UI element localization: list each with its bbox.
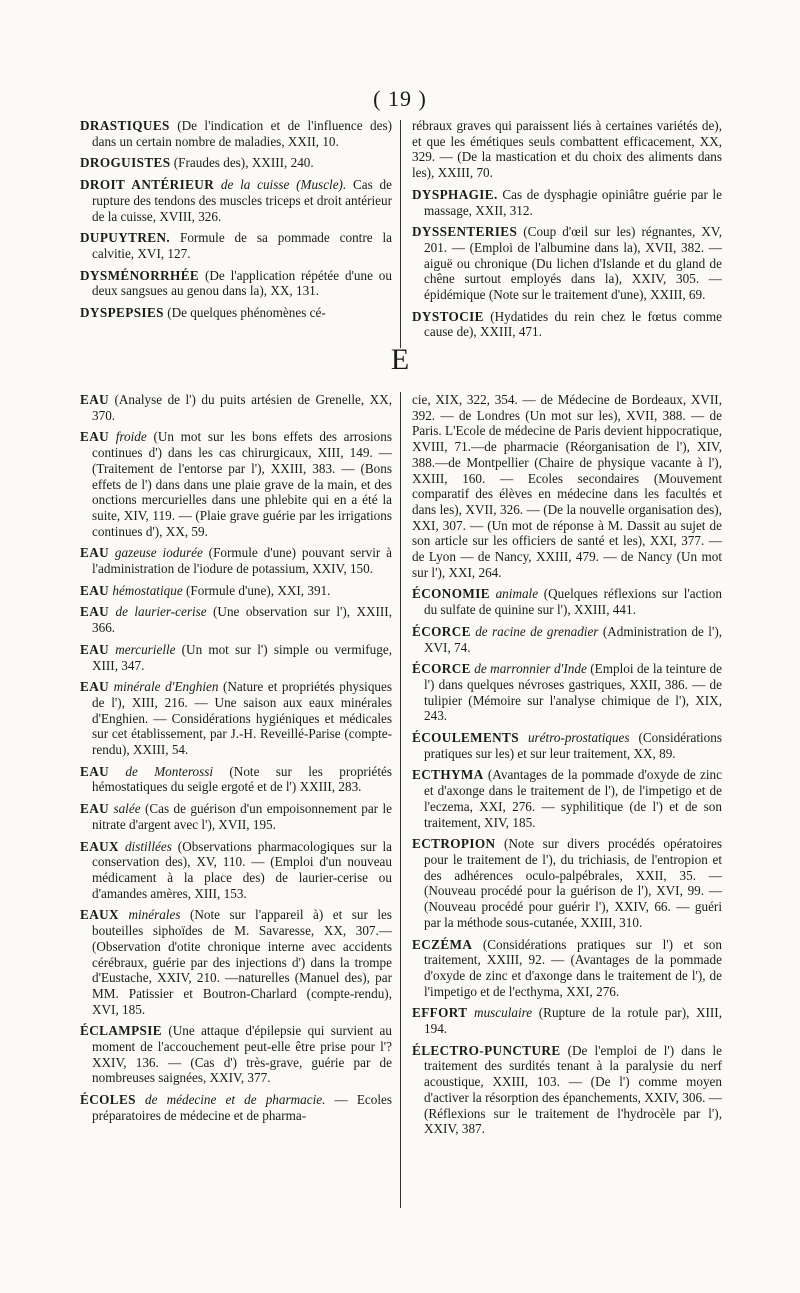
entry-headword: EFFORT [412,1005,468,1021]
entry-headword: ÉCLAMPSIE [80,1023,163,1039]
entry-text: rébraux graves qui paraissent liés à certaines variétés de), et que les émétiques seuls combattent efficacement, XX, 329. — (De la mastication et du choix des aliments dans les), XXIII, 70. [412,118,722,181]
index-entry [80,764,392,795]
entry-headword: ÉCONOMIE [412,586,490,602]
entry-text: (Hydatides du rein chez le fœtus comme cause de), XXIII, 471. [424,308,722,340]
entry-qualifier: mercurielle [109,641,176,657]
section-letter: E [390,343,410,376]
entry-qualifier: urétro-prostatiques [519,730,630,746]
index-entry [80,118,392,149]
entry-text: (Observations pharmacologiques sur la conservation des), XV, 110. — (Emploi d'un nouveau médicament à la place des) de laurier-cerise ou d'amandes amères, XIII, 153. [92,838,392,901]
index-entry [80,429,392,539]
index-entry [80,392,392,423]
entry-text: Cas de dysphagie opiniâtre guérie par le massage, XXII, 312. [424,186,722,218]
entry-headword: DRASTIQUES [80,118,170,133]
entry-headword: DYSTOCIE [412,308,484,324]
entry-text: (De l'application répétée d'une ou deux sangsues au genou dans la), XX, 131. [92,267,392,299]
entry-text: (Un mot sur l') simple ou vermifuge, XIII, 347. [92,641,392,673]
entry-text: (Formule d'une) pouvant servir à l'administration de l'iodure de potassium, XXIV, 150. [92,545,392,577]
index-entry [80,839,392,902]
entry-text: (Formule d'une), XXI, 391. [182,582,331,598]
entry-text: (Considérations pratiques sur les) et sur leur traitement, XX, 89. [424,730,723,761]
index-entry [412,309,722,340]
entry-text: Cas de rupture des tendons des muscles triceps et droit antérieur de la cuisse, XVIII, 326. [92,177,392,224]
entry-headword: DYSMÉNORRHÉE [80,267,200,283]
entry-qualifier: animale [489,586,539,602]
entry-text: (Coup d'œil sur les) régnantes, XV, 201. — (Emploi de l'albumine dans la), XVII, 382. — aiguë ou chronique (Du lichen d'Islande et du gland de chêne surtout employés dans la), XXIV, 305. — épidémique (Note sur le traitement d'une), XXIII, 69. [424,224,722,303]
entry-headword: ECTHYMA [412,767,484,783]
index-entry [80,801,392,832]
entry-qualifier: hémostatique [109,582,183,598]
entry-headword: ÉCORCE [412,623,471,639]
entry-qualifier: de la cuisse (Muscle). [214,177,347,193]
entry-headword: DYSSENTERIES [412,224,518,240]
entry-headword: EAUX [80,907,119,923]
index-entry [80,583,392,599]
entry-headword: DUPUYTREN. [80,230,171,246]
column-top-right [412,118,722,346]
column-bottom-left [80,392,392,1130]
entry-text: (Considérations pratiques sur l') et son traitement, XXIII, 92. — (Avantages de la pommade d'oxyde de zinc et d'axonge dans le traitement de l'), de l'impetigo et de l'ecthyma, XXI, 276. [424,936,722,999]
entry-headword: EAU [80,604,110,620]
index-entry [80,177,392,224]
index-entry [412,187,722,218]
entry-headword: ÉCOULEMENTS [412,730,519,746]
entry-text: (De l'indication et de l'influence des) dans un certain nombre de maladies, XXII, 10. [92,118,392,149]
index-entry [80,268,392,299]
entry-text: Formule de sa pommade contre la calvitie, XVI, 127. [92,230,392,261]
entry-text: (Quelques réflexions sur l'action du sulfate de quinine sur l'), XXIII, 441. [424,586,722,618]
column-bottom-right [412,392,722,1143]
index-entry [80,604,392,635]
index-entry [412,836,722,930]
entry-headword: DROGUISTES [80,155,171,171]
entry-headword: EAU [80,763,110,779]
entry-qualifier: distillées [118,838,172,854]
index-entry [80,230,392,261]
index-entry [412,661,722,724]
entry-text: (Une observation sur l'), XXIII, 366. [92,604,392,636]
entry-headword: EAUX [80,838,119,854]
entry-qualifier: froide [109,429,147,445]
entry-headword: EAU [80,641,110,657]
entry-text: (Emploi de la teinture de l') dans quelques névroses gastriques, XXII, 386. — de tulipier (Mémoire sur l'analyse chimique de l'), XIX, 243. [424,661,722,724]
entry-qualifier: de médecine et de pharmacie. [135,1092,326,1108]
entry-headword: ECZÉMA [412,936,473,952]
entry-qualifier: minérale d'Enghien [109,679,219,695]
entry-text: (Cas de guérison d'un empoisonnement par le nitrate d'argent avec l'), XVII, 195. [92,801,392,832]
entry-text: — Ecoles préparatoires de médecine et de pharma- [92,1092,392,1123]
entry-text: (Administration de l'), XVI, 74. [424,623,723,655]
index-entry [412,767,722,830]
entry-text: (Note sur les propriétés hémostatiques du seigle ergoté et de l') XXIII, 283. [92,763,392,795]
index-entry [412,730,722,761]
entry-headword: ECTROPION [412,836,496,852]
column-top-left [80,118,392,327]
entry-text: (Nature et propriétés physiques de l'), XIII, 216. — Une saison aux eaux minérales d'Enghien. — Considérations hygiéniques et médicales sur cet établissement, par J.-H. Reveillé-Parise (compte-rendu), XXIII, 54. [92,679,392,758]
entry-text: (Note sur l'appareil à) et sur les bouteilles siphoïdes de M. Savaresse, XX, 307.—(Observation d'otite chronique interne avec accidents cérébraux, guérie par des injections d') dans la trompe d'Eustache, XXIV, 210. —naturelles (Manuel des), par MM. Patissier et Boutron-Charlard (compte-rendu), XVI, 185. [92,907,392,1017]
index-entry [80,1092,392,1123]
index-entry [80,155,392,171]
entry-headword: EAU [80,429,110,445]
index-entry [412,937,722,1000]
entry-headword: EAU [80,545,110,561]
index-entry [412,224,722,303]
entry-headword: EAU [80,679,110,695]
entry-text: (Note sur divers procédés opératoires pour le traitement de l'), du trichiasis, de l'entropion et des adhérences oculo-palpébrales, XXII, 35. — (Nouveau procédé pour la guérison de l'), XVI, 99. — (Nouveau procédé pour guérir l'), XXIV, 66. — guéri par la méthode sous-cutanée, XXIII, 310. [424,836,722,930]
entry-headword: ÉCOLES [80,1092,136,1108]
entry-qualifier: salée [109,801,141,817]
entry-qualifier: musculaire [467,1005,533,1021]
entry-headword: ÉLECTRO-PUNCTURE [412,1042,561,1058]
entry-qualifier: de Monterossi [109,763,214,779]
entry-text: (De quelques phénomènes cé- [163,305,326,321]
entry-qualifier: de marronnier d'Inde [470,661,587,677]
entry-text: cie, XIX, 322, 354. — de Médecine de Bordeaux, XVII, 392. — de Londres (Un mot sur les), XVII, 388. — de Paris. L'Ecole de médecine de Paris devient hippocratique, XVIII, 71.—de pharmacie (Réorganisation de l'), XIV, 388.—de Montpellier (Chaire de physique vacante à l'), XXIII, 160. — Ecoles secondaires (Mouvement comparatif des élèves en médecine dans les facultés et dans les), XVII, 326. — (De la nouvelle organisation des), XXI, 307. — (Un mot de réponse à M. Dassit au sujet de son article sur les officiers de santé et les), XXI, 377. — de Lyon — de Nancy, XXIII, 479. — de Nancy (Un mot sur l'), XXI, 264. [412,392,722,580]
column-divider-bottom [400,392,401,1208]
index-entry [412,624,722,655]
entry-qualifier: minérales [118,907,181,923]
index-entry [412,1005,722,1036]
index-entry [80,305,392,321]
index-entry [412,586,722,617]
page-number: ( 19 ) [373,86,427,111]
index-entry [80,642,392,673]
entry-headword: EAU [80,801,110,817]
index-entry [80,545,392,576]
entry-text: (Analyse de l') du puits artésien de Grenelle, XX, 370. [92,392,392,423]
entry-text: (Fraudes des), XXIII, 240. [170,155,314,171]
entry-qualifier: de racine de grenadier [470,623,599,639]
entry-text: (Une attaque d'épilepsie qui survient au moment de l'accouchement peut-elle être prise pour l'? XXIV, 136. — (Cas d') très-grave, guérie par de nombreuses saignées, XXIV, 377. [92,1023,392,1086]
index-entry [80,907,392,1017]
entry-headword: DYSPHAGIE. [412,186,498,202]
entry-headword: EAU [80,582,110,598]
entry-headword: DYSPEPSIES [80,305,164,321]
entry-qualifier: de laurier-cerise [109,604,207,620]
entry-text: (Avantages de la pommade d'oxyde de zinc et d'axonge dans le traitement de l'), de l'impetigo et de l'eczema, XXI, 276. — syphilitique (de l') et de son traitement, XIV, 185. [424,767,722,830]
entry-headword: ÉCORCE [412,661,471,677]
entry-text: (Un mot sur les bons effets des arrosions continues d') dans les cas chirurgicaux, XIII, 149. — (Traitement de l'entorse par l'), XXIII, 383. — (Bons effets de l') dans dans une plaie grave de la main, et des onctions mercurielles dans une phlebite qui en a été la suite, XIV, 119. — (Plaie grave guérie par les irrigations continues d'), XX, 59. [92,429,392,539]
entry-headword: EAU [80,392,110,407]
index-entry [412,392,722,580]
entry-text: (De l'emploi de l') dans le traitement des surdités tenant à la paralysie du nerf acoustique, XXIII, 103. — (De l') comme moyen d'activer la résorption des épanchements, XXIV, 306. — (Réflexions sur le traitement de l'hydrocèle par l'), XXIV, 387. [424,1042,722,1137]
index-entry [80,1023,392,1086]
index-entry [80,679,392,758]
entry-qualifier: gazeuse iodurée [109,545,203,561]
entry-headword: DROIT ANTÉRIEUR [80,177,215,193]
entry-text: (Rupture de la rotule par), XIII, 194. [424,1005,722,1037]
index-entry [412,1043,722,1137]
index-entry [412,118,722,181]
column-divider-top [400,120,401,348]
